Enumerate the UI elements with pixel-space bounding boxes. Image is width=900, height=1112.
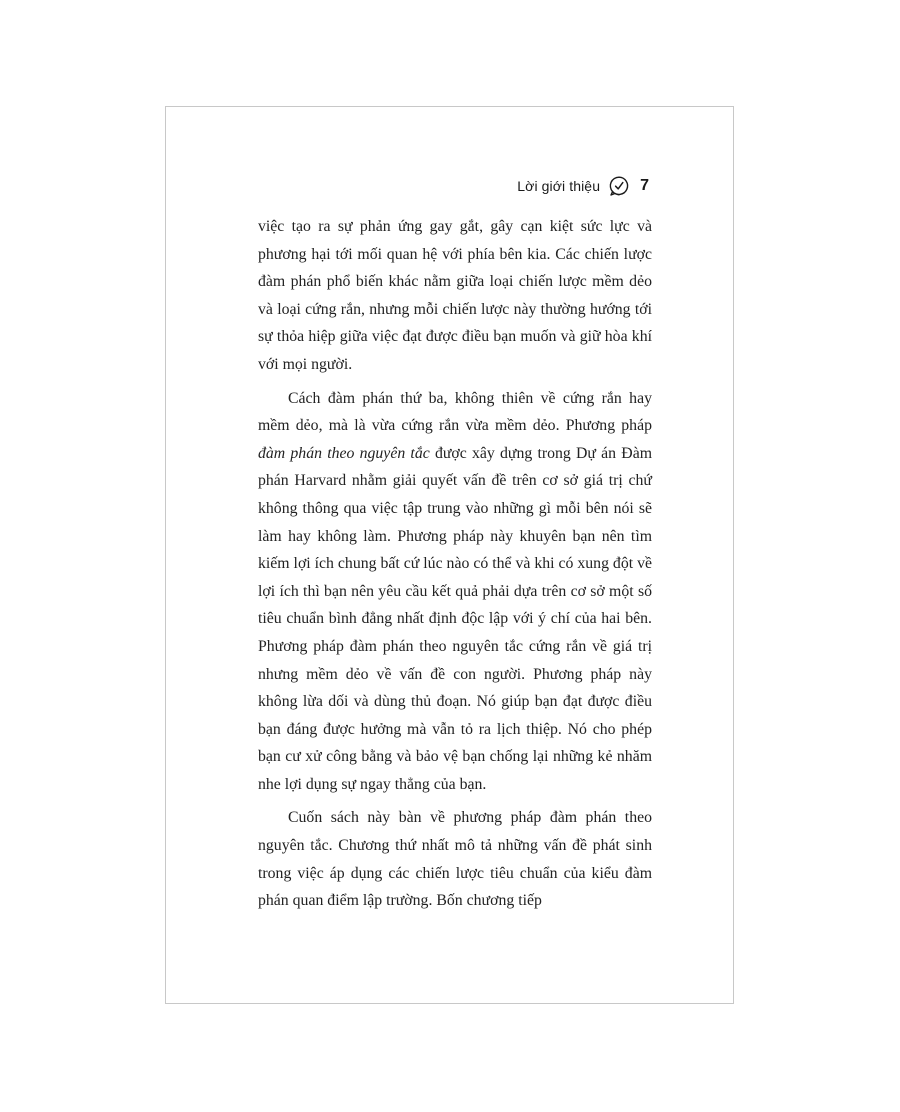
check-speech-bubble-icon (608, 175, 630, 197)
paragraph-2-emphasis: đàm phán theo nguyên tắc (258, 444, 430, 462)
paragraph-2-end: được xây dựng trong Dự án Đàm phán Harvard nhằm giải quyết vấn đề trên cơ sở giá trị chứ không thông qua việc tập trung vào những gì mỗi bên nói sẽ làm hay không làm. Phương pháp này khuyên bạn nên tìm kiếm lợi ích chung bất cứ lúc nào có thể và khi có xung đột về lợi ích thì bạn nên yêu cầu kết quả phải dựa trên cơ sở một số tiêu chuẩn bình đẳng nhất định độc lập với ý chí của hai bên. Phương pháp đàm phán theo nguyên tắc cứng rắn về giá trị nhưng mềm dẻo về vấn đề con người. Phương pháp này không lừa dối và dùng thủ đoạn. Nó giúp bạn đạt được điều bạn đáng được hưởng mà vẫn tỏ ra lịch thiệp. Nó cho phép bạn cư xử công bằng và bảo vệ bạn chống lại những kẻ nhăm nhe lợi dụng sự ngay thẳng của bạn. (258, 444, 652, 793)
paragraph-1: việc tạo ra sự phản ứng gay gắt, gây cạn kiệt sức lực và phương hại tới mối quan hệ với phía bên kia. Các chiến lược đàm phán phổ biến khác nằm giữa loại chiến lược mềm dẻo và loại cứng rắn, nhưng mỗi chiến lược này thường hướng tới sự thỏa hiệp giữa việc đạt được điều bạn muốn và giữ hòa khí với mọi người. (258, 218, 652, 373)
section-title: Lời giới thiệu (517, 178, 601, 194)
paragraph-2-start: Cách đàm phán thứ ba, không thiên về cứng rắn hay mềm dẻo, mà là vừa cứng rắn vừa mềm dẻo. Phương pháp (258, 389, 652, 435)
book-page (165, 106, 734, 1004)
paragraph-3: Cuốn sách này bàn về phương pháp đàm phán theo nguyên tắc. Chương thứ nhất mô tả những vấn đề phát sinh trong việc áp dụng các chiến lược tiêu chuẩn của kiểu đàm phán quan điểm lập trường. Bốn chương tiếp (258, 809, 652, 910)
paragraph-2 (258, 385, 652, 799)
body-text (258, 213, 652, 921)
running-header (517, 173, 649, 199)
page-number: 7 (640, 177, 649, 194)
